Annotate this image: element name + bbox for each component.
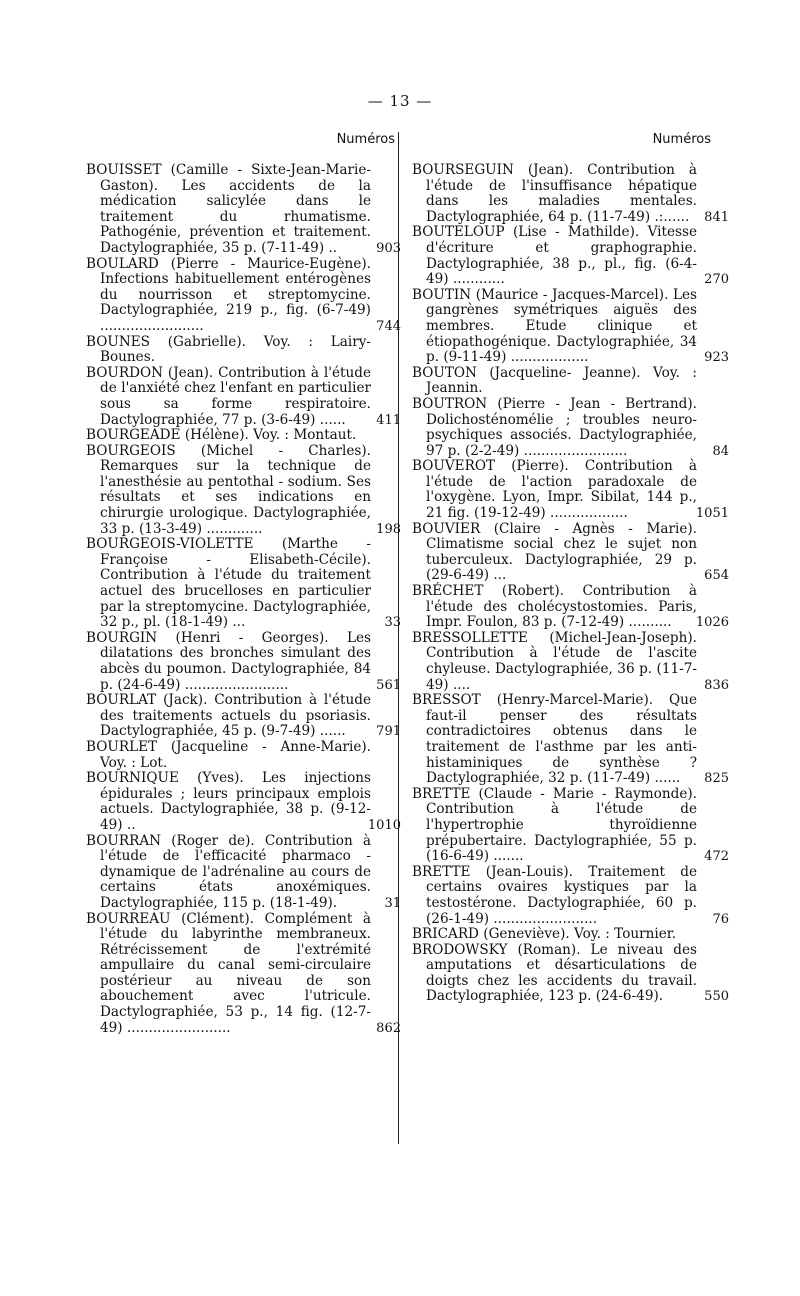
entry-text: BOURDON (Jean). Contribution à l'étude de l'anxiété chez l'enfant en particulier sous sa forme respiratoire. Dactylographiée, 77 p. (3-6-49) ...... bbox=[86, 364, 371, 428]
entry-number: 1051 bbox=[695, 506, 729, 522]
entry-number: 561 bbox=[376, 677, 401, 693]
entry-text: BRODOWSKY (Roman). Le niveau des amputations et désarticulations de doigts chez les accidents du travail. Dactylographiée, 123 p. (24-6-49). bbox=[412, 941, 697, 1005]
entry-text: BRICARD (Geneviève). Voy. : Tournier. bbox=[412, 926, 677, 943]
entry-text: BOUTRON (Pierre - Jean - Bertrand). Dolichosténomélie ; troubles neuro-psychiques associés. Dactylographiée, 97 p. (2-2-49) ........................ bbox=[412, 395, 697, 459]
catalog-entry bbox=[86, 428, 371, 444]
catalog-entry bbox=[412, 286, 729, 366]
catalog-entry bbox=[86, 255, 401, 335]
entry-text: BOURLAT (Jack). Contribution à l'étude des traitements actuels du psoriasis. Dactylographiée, 45 p. (9-7-49) ...... bbox=[86, 692, 371, 740]
catalog-entry bbox=[86, 162, 401, 257]
entry-number: 33 bbox=[384, 615, 401, 631]
entry-number: 198 bbox=[376, 521, 401, 537]
catalog-entry bbox=[86, 832, 401, 912]
catalog-entry bbox=[86, 629, 401, 693]
entry-number: 472 bbox=[704, 849, 729, 865]
catalog-entry bbox=[412, 395, 729, 459]
catalog-entry bbox=[412, 366, 697, 397]
entry-text: BOUTELOUP (Lise - Mathilde). Vitesse d'écriture et graphographie. Dactylographiée, 38 p., pl., fig. (6-4-49) ............ bbox=[412, 224, 697, 288]
entry-text: BOURSEGUIN (Jean). Contribution à l'étude de l'insuffisance hépatique dans les maladies mentales. Dactylographiée, 64 p. (11-7-49) .:...... bbox=[412, 162, 697, 225]
left-column bbox=[86, 132, 401, 1036]
catalog-entry bbox=[86, 740, 371, 771]
entry-text: BOUVIER (Claire - Agnès - Marie). Climatisme social chez le sujet non tuberculeux. Dactylographiée, 29 p. (29-6-49) ... bbox=[412, 520, 697, 584]
entry-number: 654 bbox=[704, 568, 729, 584]
catalog-entry bbox=[86, 364, 401, 428]
entry-text: BOURGIN (Henri - Georges). Les dilatations des bronches simulant des abcès du poumon. Dactylographiée, 84 p. (24-6-49) ........................ bbox=[86, 629, 371, 693]
entry-text: BOURRAN (Roger de). Contribution à l'étude de l'efficacité pharmaco - dynamique de l'adrénaline au cours de certains états anoxémiques. Dactylographiée, 115 p. (18-1-49). bbox=[86, 832, 371, 911]
entry-number: 84 bbox=[712, 443, 729, 459]
catalog-entry bbox=[86, 442, 401, 538]
catalog-entry bbox=[412, 520, 729, 584]
entry-text: BOURGEADE (Hélène). Voy. : Montaut. bbox=[86, 427, 357, 444]
entry-number: 270 bbox=[704, 272, 729, 288]
catalog-entry bbox=[412, 162, 729, 225]
catalog-entry bbox=[412, 583, 729, 631]
left-column-header: Numéros bbox=[336, 132, 395, 147]
entry-text: BOURGEOIS (Michel - Charles). Remarques sur la technique de l'anesthésie au pentothal - sodium. Ses résultats et ses indications en chirurgie urologique. Dactylographiée, 33 p. (13-3-49) ............. bbox=[86, 442, 371, 537]
column-divider bbox=[398, 132, 399, 1144]
entry-text: BOUTON (Jacqueline- Jeanne). Voy. : Jeannin. bbox=[412, 364, 697, 397]
entry-number: 862 bbox=[376, 1020, 401, 1036]
catalog-entry bbox=[412, 941, 729, 1005]
entry-text: BRESSOT (Henry-Marcel-Marie). Que faut-il penser des résultats contradictoires obtenus dans le traitement de l'asthme par les anti-histaminiques de synthèse ? Dactylographiée, 32 p. (11-7-49) ...... bbox=[412, 692, 697, 787]
catalog-entry bbox=[412, 863, 729, 927]
entry-text: BOUTIN (Maurice - Jacques-Marcel). Les gangrènes symétriques aiguës des membres. Etude clinique et étiopathogénique. Dactylographiée, 34 p. (9-11-49) .................. bbox=[412, 286, 697, 366]
catalog-entry bbox=[86, 770, 401, 833]
page-number: — 13 — bbox=[367, 92, 433, 110]
right-entry-list bbox=[412, 162, 729, 1005]
entry-number: 841 bbox=[704, 209, 729, 225]
entry-text: BRETTE (Jean-Louis). Traitement de certains ovaires kystiques par la testostérone. Dactylographiée, 60 p. (26-1-49) ........................ bbox=[412, 863, 697, 927]
entry-number: 550 bbox=[704, 989, 729, 1005]
entry-number: 744 bbox=[376, 318, 401, 334]
entry-text: BRÉCHET (Robert). Contribution à l'étude des cholécystostomies. Paris, Impr. Foulon, 83 p. (7-12-49) .......... bbox=[412, 583, 697, 631]
entry-number: 825 bbox=[704, 771, 729, 787]
catalog-entry bbox=[412, 224, 729, 288]
catalog-entry bbox=[86, 910, 401, 1037]
entry-text: BOURLET (Jacqueline - Anne-Marie). Voy. : Lot. bbox=[86, 738, 371, 771]
entry-text: BOUVEROT (Pierre). Contribution à l'étude de l'action paradoxale de l'oxygène. Lyon, Impr. Sibilat, 144 p., 21 fig. (19-12-49) .................. bbox=[412, 458, 697, 522]
entry-number: 411 bbox=[376, 412, 401, 428]
entry-text: BOURREAU (Clément). Complément à l'étude du labyrinthe membraneux. Rétrécissement de l'extrémité ampullaire du canal semi-circulaire postérieur au niveau de son abouchement avec l'utricule. Dactylographiée, 53 p., 14 fig. (12-7-49) ........................ bbox=[86, 910, 371, 1036]
entry-text: BRETTE (Claude - Marie - Raymonde). Contribution à l'étude de l'hypertrophie thyroïdienne prépubertaire. Dactylographiée, 55 p. (16-6-49) ....... bbox=[412, 785, 697, 865]
entry-text: BOUISSET (Camille - Sixte-Jean-Marie-Gaston). Les accidents de la médication salicylée dans le traitement du rhumatisme. Pathogénie, prévention et traitement. Dactylographiée, 35 p. (7-11-49) .. bbox=[86, 162, 371, 256]
left-entry-list bbox=[86, 162, 401, 1036]
right-column-header: Numéros bbox=[652, 132, 711, 147]
entry-number: 1026 bbox=[695, 615, 729, 631]
right-column bbox=[412, 132, 729, 1005]
catalog-entry bbox=[86, 536, 401, 631]
entry-number: 903 bbox=[376, 240, 401, 256]
entry-text: BRESSOLLETTE (Michel-Jean-Joseph). Contribution à l'étude de l'ascite chyleuse. Dactylographiée, 36 p. (11-7-49) .... bbox=[412, 629, 697, 693]
catalog-entry bbox=[412, 692, 729, 787]
catalog-entry bbox=[86, 335, 371, 366]
catalog-entry bbox=[412, 927, 697, 943]
catalog-entry bbox=[412, 629, 729, 693]
entry-text: BOULARD (Pierre - Maurice-Eugène). Infections habituellement entérogènes du nourrisson et streptomycine. Dactylographiée, 219 p., fig. (6-7-49) ........................ bbox=[86, 255, 371, 334]
entry-number: 76 bbox=[712, 911, 729, 927]
entry-number: 1010 bbox=[367, 817, 401, 833]
entry-number: 31 bbox=[384, 895, 401, 911]
catalog-entry bbox=[412, 785, 729, 865]
entry-number: 923 bbox=[704, 350, 729, 366]
entry-number: 791 bbox=[376, 724, 401, 740]
entry-text: BOUNES (Gabrielle). Voy. : Lairy-Bounes. bbox=[86, 333, 371, 366]
entry-text: BOURGEOIS-VIOLETTE (Marthe - Françoise - Elisabeth-Cécile). Contribution à l'étude du traitement actuel des brucelloses en particulier par la streptomycine. Dactylographiée, 32 p., pl. (18-1-49) ... bbox=[86, 536, 371, 631]
catalog-entry bbox=[412, 458, 729, 522]
entry-number: 836 bbox=[704, 677, 729, 693]
catalog-entry bbox=[86, 692, 401, 740]
entry-text: BOURNIQUE (Yves). Les injections épidurales ; leurs principaux emplois actuels. Dactylographiée, 38 p. (9-12-49) .. bbox=[86, 770, 371, 833]
